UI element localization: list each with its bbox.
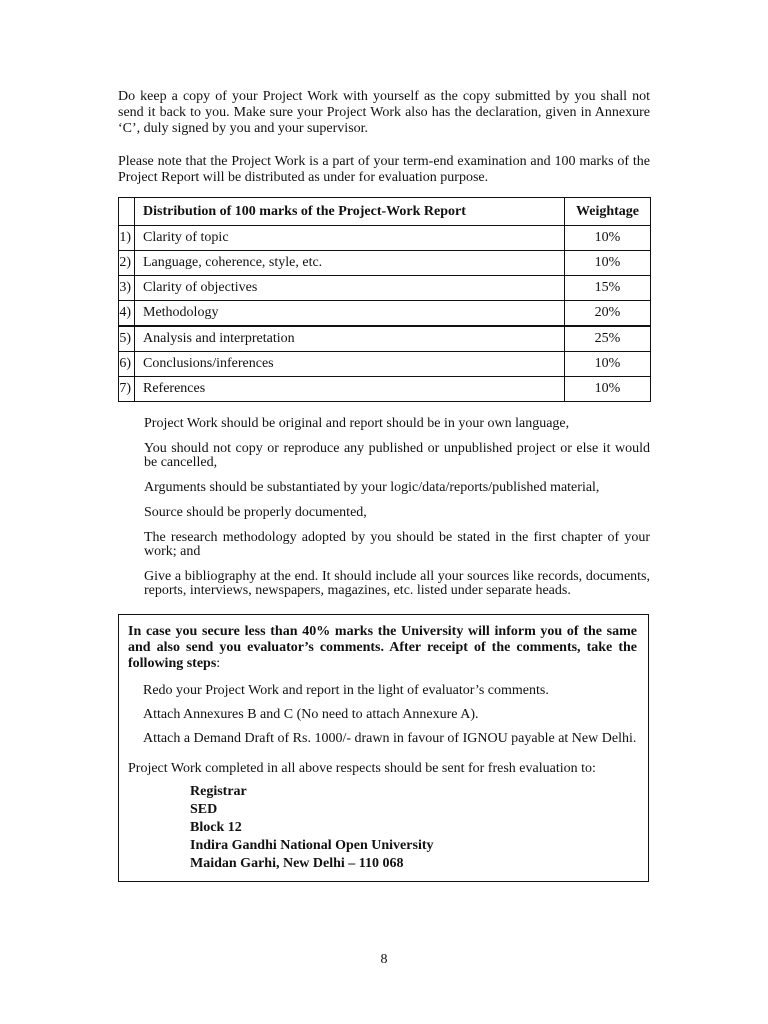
row-weightage: 10% (565, 352, 651, 377)
row-number: 1) (119, 226, 135, 251)
row-item: Clarity of objectives (135, 276, 565, 301)
table-row (119, 301, 651, 327)
list-item: Source should be properly documented, (144, 505, 367, 520)
row-number: 6) (119, 352, 135, 377)
row-weightage: 10% (565, 226, 651, 251)
row-number: 3) (119, 276, 135, 301)
table-row (119, 377, 651, 402)
notice-heading (128, 624, 637, 672)
table-row (119, 326, 651, 352)
table-row (119, 251, 651, 276)
notice-heading-colon: : (216, 656, 221, 671)
registrar-address (190, 783, 434, 873)
list-item: You should not copy or reproduce any published or unpublished project or else it would be cancelled, (144, 441, 650, 470)
list-item: Give a bibliography at the end. It should include all your sources like records, documents, reports, interviews, newspapers, magazines, etc. listed under separate heads. (144, 569, 650, 598)
row-weightage: 20% (565, 301, 651, 327)
table-header-weightage: Weightage (565, 198, 651, 226)
resubmission-notice-box (118, 614, 649, 882)
row-item: Clarity of topic (135, 226, 565, 251)
row-weightage: 25% (565, 326, 651, 352)
table-header-row (119, 198, 651, 226)
table-header-distribution: Distribution of 100 marks of the Project-Work Report (135, 198, 565, 226)
list-item: Arguments should be substantiated by your logic/data/reports/published material, (144, 480, 600, 495)
intro-paragraph-copy: Do keep a copy of your Project Work with yourself as the copy submitted by you shall not send it back to you. Make sure your Project Work also has the declaration, given in Annexure ‘C’, duly signed by you and your supervisor. (118, 89, 650, 136)
row-item: Language, coherence, style, etc. (135, 251, 565, 276)
row-weightage: 10% (565, 251, 651, 276)
row-number: 4) (119, 301, 135, 327)
guidelines-list (144, 417, 650, 609)
fresh-evaluation-text: Project Work completed in all above respects should be sent for fresh evaluation to: (128, 761, 596, 776)
address-line: Indira Gandhi National Open University (190, 838, 434, 853)
list-item: The research methodology adopted by you should be stated in the first chapter of your work; and (144, 530, 650, 559)
row-number: 2) (119, 251, 135, 276)
table-row (119, 352, 651, 377)
row-item: Methodology (135, 301, 565, 327)
row-weightage: 15% (565, 276, 651, 301)
row-item: References (135, 377, 565, 402)
list-item: Attach Annexures B and C (No need to attach Annexure A). (143, 707, 479, 722)
list-item: Project Work should be original and report should be in your own language, (144, 416, 570, 431)
list-item: Redo your Project Work and report in the light of evaluator’s comments. (143, 683, 549, 698)
table-header-number (119, 198, 135, 226)
address-line: Block 12 (190, 820, 242, 835)
address-line: Registrar (190, 784, 247, 799)
row-weightage: 10% (565, 377, 651, 402)
address-line: Maidan Garhi, New Delhi – 110 068 (190, 856, 404, 871)
resubmission-steps-list (143, 683, 643, 755)
page-number: 8 (380, 952, 388, 967)
row-item: Conclusions/inferences (135, 352, 565, 377)
notice-heading-text: In case you secure less than 40% marks the University will inform you of the same and also send you evaluator’s comments. After receipt of the comments, take the following steps (128, 624, 637, 671)
intro-paragraph-marks: Please note that the Project Work is a part of your term-end examination and 100 marks of the Project Report will be distributed as under for evaluation purpose. (118, 154, 650, 185)
table-row (119, 276, 651, 301)
row-item: Analysis and interpretation (135, 326, 565, 352)
row-number: 5) (119, 326, 135, 352)
address-line: SED (190, 802, 218, 817)
marks-distribution-table (118, 197, 651, 402)
list-item: Attach a Demand Draft of Rs. 1000/- drawn in favour of IGNOU payable at New Delhi. (143, 731, 637, 746)
table-row (119, 226, 651, 251)
row-number: 7) (119, 377, 135, 402)
